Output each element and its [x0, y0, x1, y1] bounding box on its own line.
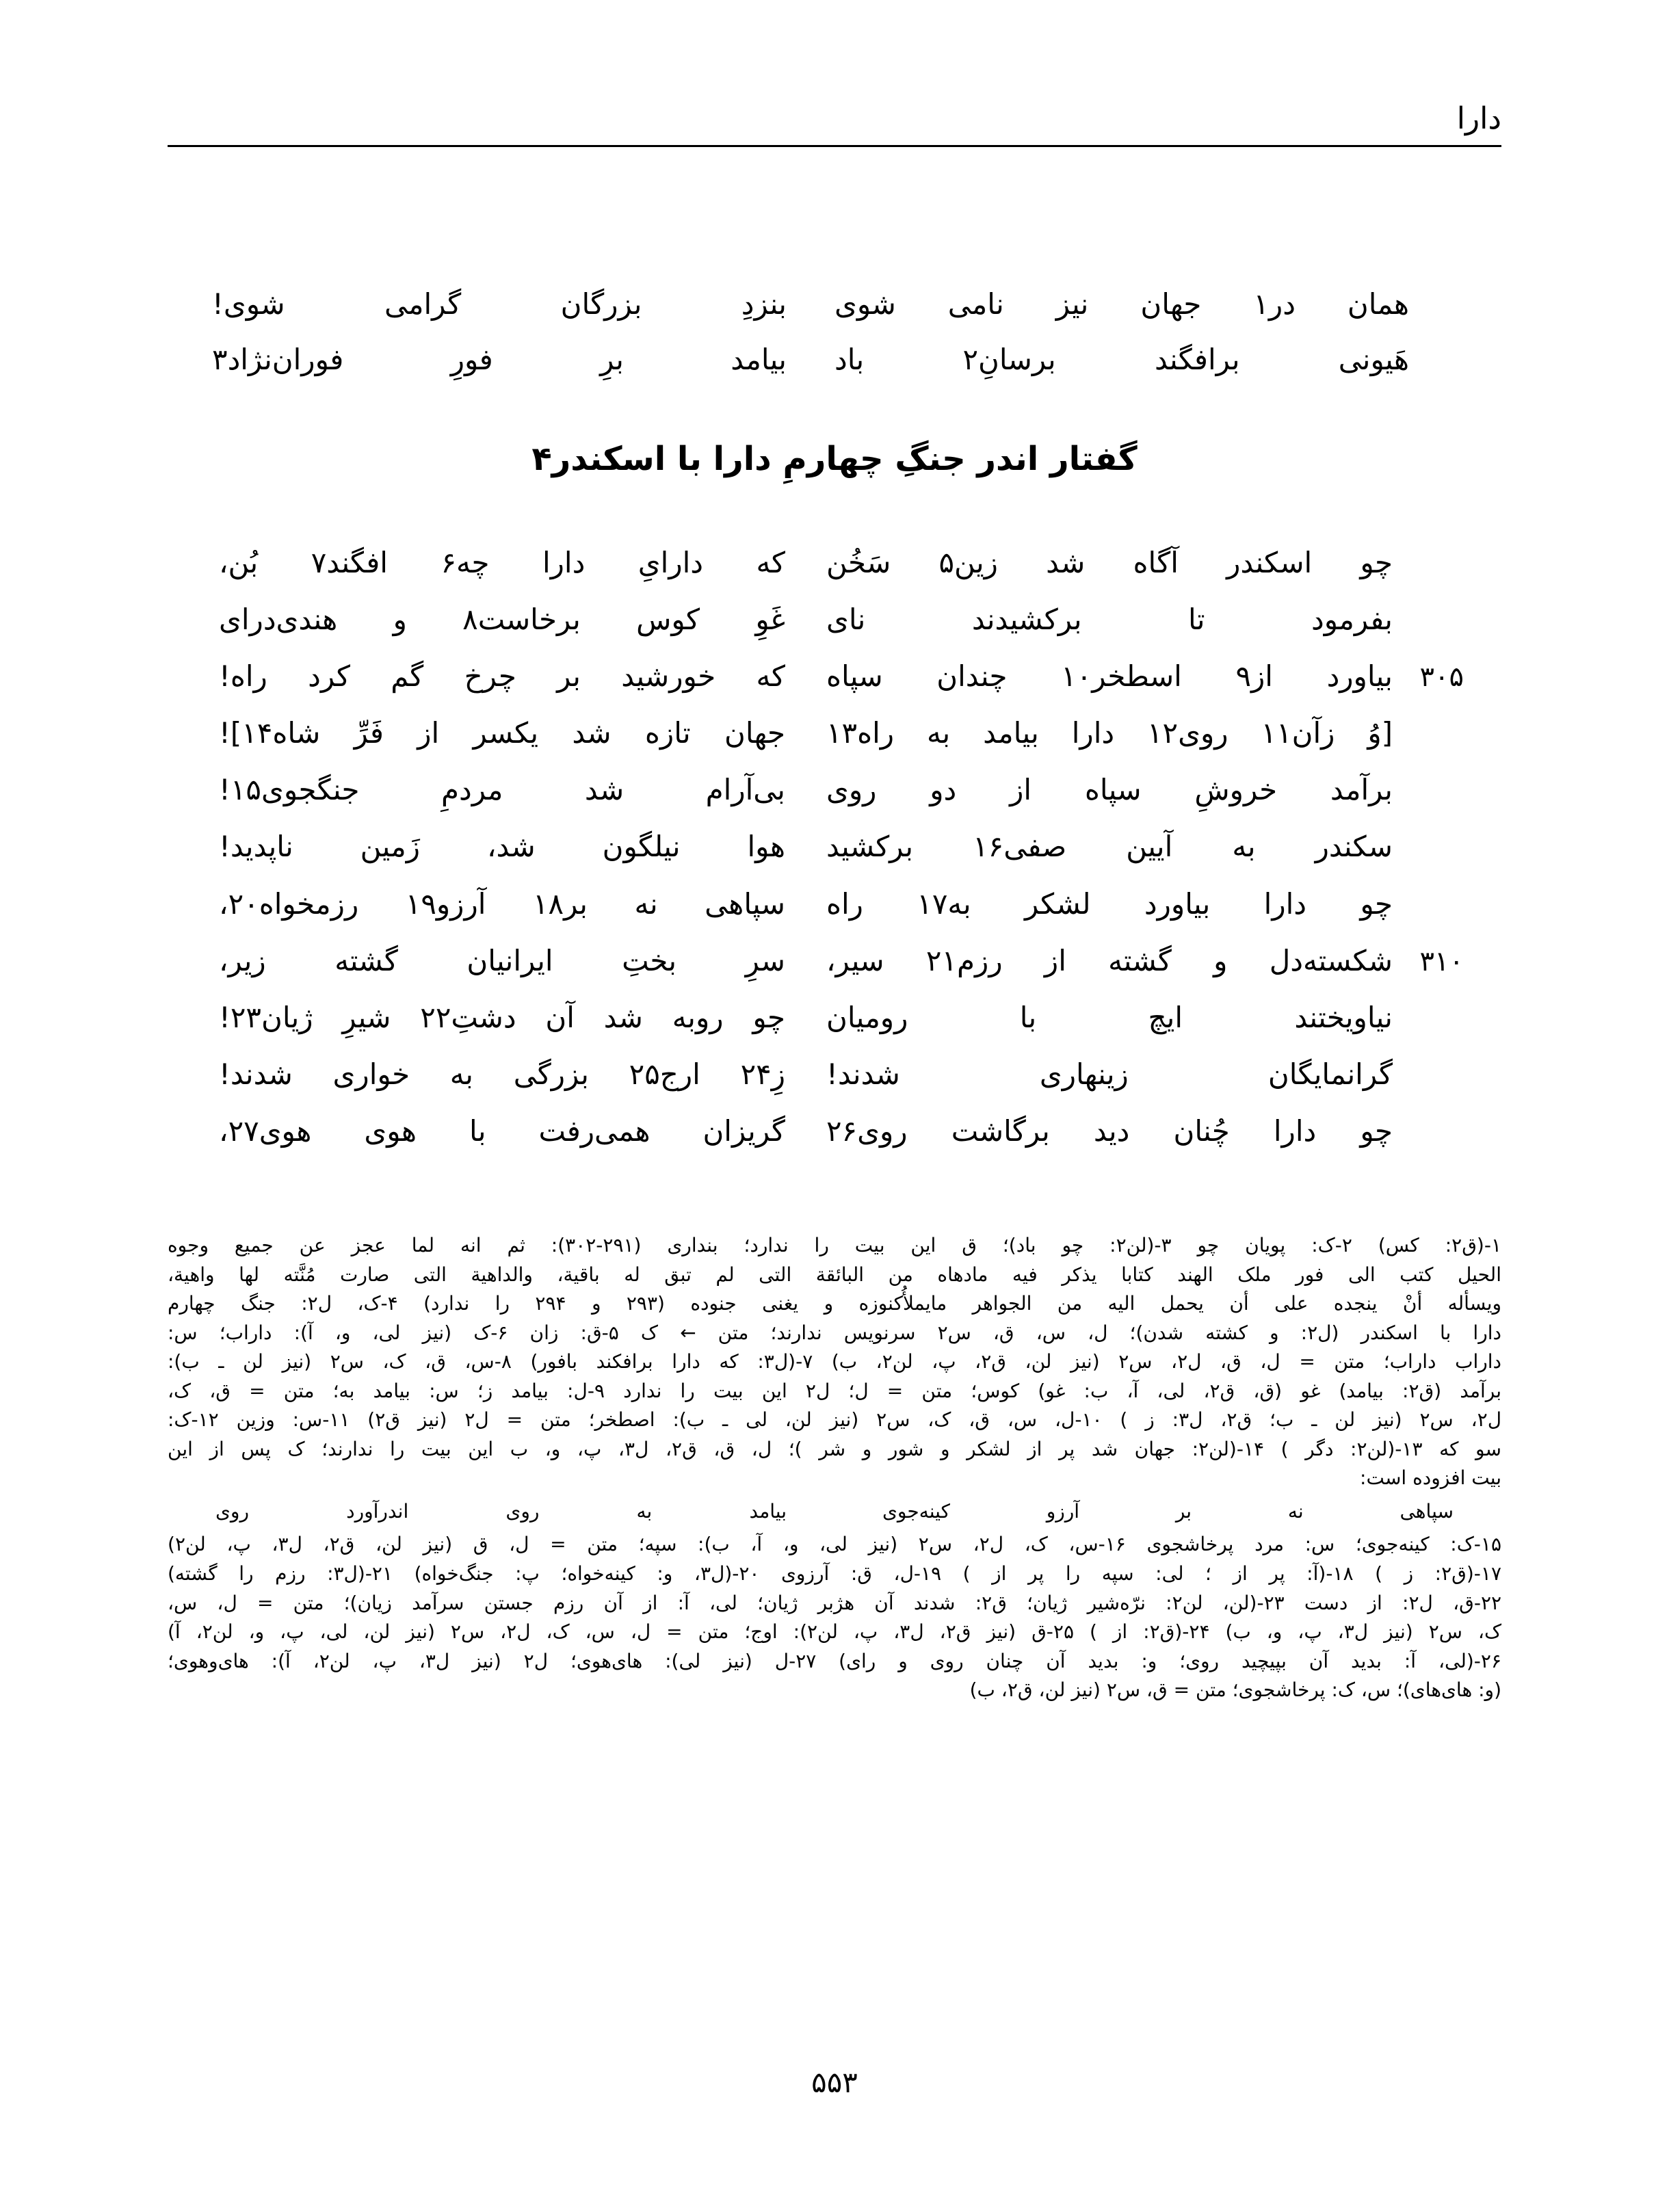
footnote-line: ۲۲-ق، ل۲: از دست ۲۳-(لن، لن۲: نرّه‌شیر ژیان؛ ق۲: شدند آن هژبر ژیان؛ لی، آ: از آن رزم جستن سرآمد زیان)؛ متن = ل، س، — [168, 1591, 1502, 1614]
hemistich-right: شکسته‌دل و گشته از رزم۲۱ سیر، — [826, 943, 1393, 977]
verse-row — [219, 767, 1464, 812]
hemistich-right: نیاویختند ایچ با رومیان — [826, 1000, 1393, 1034]
hemistich-left: هوا نیلگون شد، زَمین ناپدید! — [219, 830, 785, 864]
hemistich-left: گریزان همی‌رفت با هوی هوی۲۷، — [219, 1114, 785, 1148]
footnote-line: دارا با اسکندر (ل۲: و کشته شدن)؛ ل، س، ق، س۲ سرنویس ندارند؛ متن ← ک ۵-ق: زان ۶-ک (نیز لی، و، آ): داراب؛ س: — [168, 1321, 1501, 1344]
footnote-line-arabic: الحیل کتب الی فور ملک الهند کتابا یذکر فیه مادهاه من البائقة التی لم تبق له باقیة، والداهیة التی صارت مُنَّته لها واهیة، — [168, 1263, 1501, 1286]
footnotes-section — [168, 1231, 1501, 1705]
footnote-line-arabic: ویسأله أنْ ینجده علی أن یحمل الیه من الجواهر مایملأُکنوزه و یغنی جنوده (۲۹۳ و ۲۹۴ را ندارد) ۴-ک، ل۲: جنگ چهارم — [168, 1292, 1502, 1315]
hemistich-right: گرانمایگان زینهاری شدند! — [826, 1057, 1393, 1091]
verse-row — [219, 711, 1464, 755]
hemistich-right: همان در۱ جهان نیز نامی شوی — [834, 287, 1410, 321]
verse-row — [219, 882, 1464, 926]
couplet-row — [212, 337, 1410, 382]
hemistich-left: سرِ بختِ ایرانیان گشته زیر، — [219, 943, 785, 977]
couplet-row — [212, 282, 1410, 326]
footnote-line: (و: های‌های)؛ س، ک: پرخاشجوی؛ متن = ق، س۲ (نیز لن، ق۲، ب) — [969, 1678, 1501, 1702]
footnote-line: ۲۶-(لی، آ: بدید آن بپیچید روی؛ و: بدید آن چنان روی و رای) ۲۷-ل (نیز لی): های‌هوی؛ ل۲ (نیز ل۳، پ، لن۲، آ): های‌وهوی؛ — [168, 1649, 1501, 1672]
opening-couplets — [212, 282, 1410, 393]
verse-row — [219, 654, 1464, 698]
footnote-line: ۱۵-ک: کینه‌جوی؛ س: مرد پرخاشجوی ۱۶-س، ک، ل۲، س۲ (نیز لی، و، آ، ب): سپه؛ متن = ل، ق (نیز لن، ق۲، ل۳، پ، لن۲) — [168, 1533, 1501, 1556]
footnote-line: ل۲، س۲ (نیز لن ـ ب؛ ق۲، ل۳: ز ) ۱۰-ل، س، ق، ک، س۲ (نیز لن، لی ـ ب): اصطخر؛ متن = ل۲ (نیز ق۲) ۱۱-س: وزین ۱۲-ک: — [168, 1408, 1502, 1432]
hemistich-left: بیامد به روی اندرآورد روی — [215, 1499, 787, 1523]
hemistich-right: چو دارا چُنان دید برگاشت روی۲۶ — [826, 1114, 1393, 1148]
hemistich-right: چو دارا بیاورد لشکر به۱۷ راه — [826, 886, 1393, 921]
verse-row — [219, 995, 1464, 1040]
hemistich-right: هَیونی برافگند برسانِ۲ باد — [834, 343, 1410, 377]
hemistich-left: بی‌آرام شد مردمِ جنگجوی۱۵! — [219, 773, 785, 807]
footnote-line: برآمد (ق۲: بیامد) غو (ق، ق۲، لی، آ، ب: غو) کوس؛ متن = ل؛ ل۲ این بیت را ندارد ۹-ل: بیامد ز؛ س: بیامد به؛ متن = ق، ک، — [168, 1379, 1502, 1402]
verse-row — [219, 540, 1464, 585]
hemistich-left: بنزدِ بزرگان گرامی شوی! — [212, 287, 787, 321]
verse-row — [219, 1109, 1464, 1153]
footnote-line: ۱-(ق۲: کس) ۲-ک: پویان چو ۳-(لن۲: چو باد)؛ ق این بیت را ندارد؛ بنداری (۲۹۱-۳۰۲): ثم انه لما عجز عن جمیع وجوه — [168, 1234, 1501, 1256]
hemistich-left: جهان تازه شد یکسر از فَرِّ شاه۱۴]! — [219, 716, 785, 750]
hemistich-left: سپاهی نه بر۱۸ آرزو۱۹ رزمخواه۲۰، — [219, 886, 785, 921]
footnote-line: سو که ۱۳-(لن۲: دگر ) ۱۴-(لن۲: جهان شد پر از لشکر و شور و شر )؛ ل، ق، ق۲، ل۳، پ، و، ب این بیت را ندارند؛ ک پس از این — [168, 1437, 1501, 1460]
verse-line-number: ۳۰۵ — [1419, 661, 1464, 694]
running-head-area — [168, 103, 1501, 147]
verse-block — [219, 540, 1464, 1166]
hemistich-right: چو اسکندر آگاه شد زین۵ سَخُن — [826, 546, 1393, 579]
verse-row — [219, 597, 1464, 642]
hemistich-left: که دارایِ دارا چه۶ افگند۷ بُن، — [219, 546, 785, 579]
hemistich-right: برآمد خروشِ سپاه از دو روی — [826, 773, 1393, 807]
footnote-line: ک، س۲ (نیز ل۳، پ، و، ب) ۲۴-(ق۲: از ) ۲۵-ق (نیز ق۲، ل۳، پ، لن۲): اوج؛ متن = ل، س، ک، ل۲، س۲ (نیز لن، لی، پ، و، لن۲، آ) — [168, 1620, 1502, 1644]
hemistich-left: غَوِ کوس برخاست۸ و هندی‌درای — [219, 603, 785, 637]
verse-row — [219, 824, 1464, 869]
header-rule — [168, 145, 1501, 147]
hemistich-right: بیاورد از۹ اسطخر۱۰ چندان سپاه — [826, 659, 1393, 694]
section-heading: گفتار اندر جنگِ چهارمِ دارا با اسکندر۴ — [531, 440, 1138, 478]
page-number: ۵۵۳ — [811, 2066, 858, 2099]
hemistich-left: که خورشید بر چرخ گم کرد راه! — [219, 659, 785, 694]
footnote-line: داراب داراب؛ متن = ل، ق، ل۲، س۲ (نیز لن، ق۲، پ، لن۲، ب) ۷-(ل۳: که دارا برافکند بافور) ۸-س، ق، ک، س۲ (نیز لن ـ ب): — [168, 1350, 1502, 1373]
footnote-line: ۱۷-(ق۲: ز ) ۱۸-(آ: پر از ؛ لی: سپه را پر از ) ۱۹-ل، ق: آرزوی ۲۰-(ل۳، و: کینه‌خواه؛ پ: جنگ‌خواه) ۲۱-(ل۳: رزم را گشته) — [168, 1562, 1501, 1585]
verse-line-number: ۳۱۰ — [1419, 945, 1464, 977]
hemistich-right: سکندر به آیین صفی۱۶ برکشید — [826, 830, 1393, 864]
hemistich-right: بفرمود تا برکشیدند نای — [826, 603, 1393, 637]
footnote-line: بیت افزوده است: — [1360, 1466, 1501, 1490]
verse-row — [219, 1052, 1464, 1096]
hemistich-left: زِ۲۴ ارج۲۵ بزرگی به خواری شدند! — [219, 1057, 785, 1091]
hemistich-left: چو روبه شد آن دشتِ۲۲ شیرِ ژیان۲۳! — [219, 1000, 785, 1034]
footnote-inserted-verse — [168, 1497, 1501, 1527]
hemistich-right: [وُ زآن۱۱ روی۱۲ دارا بیامد به راه۱۳ — [826, 716, 1393, 750]
verse-row — [219, 938, 1464, 983]
hemistich-left: بیامد برِ فورِ فوران‌نژاد۳ — [212, 343, 787, 377]
running-head-title: دارا — [1456, 101, 1501, 136]
hemistich-right: سپاهی نه بر آرزو کینه‌جوی — [882, 1499, 1454, 1523]
